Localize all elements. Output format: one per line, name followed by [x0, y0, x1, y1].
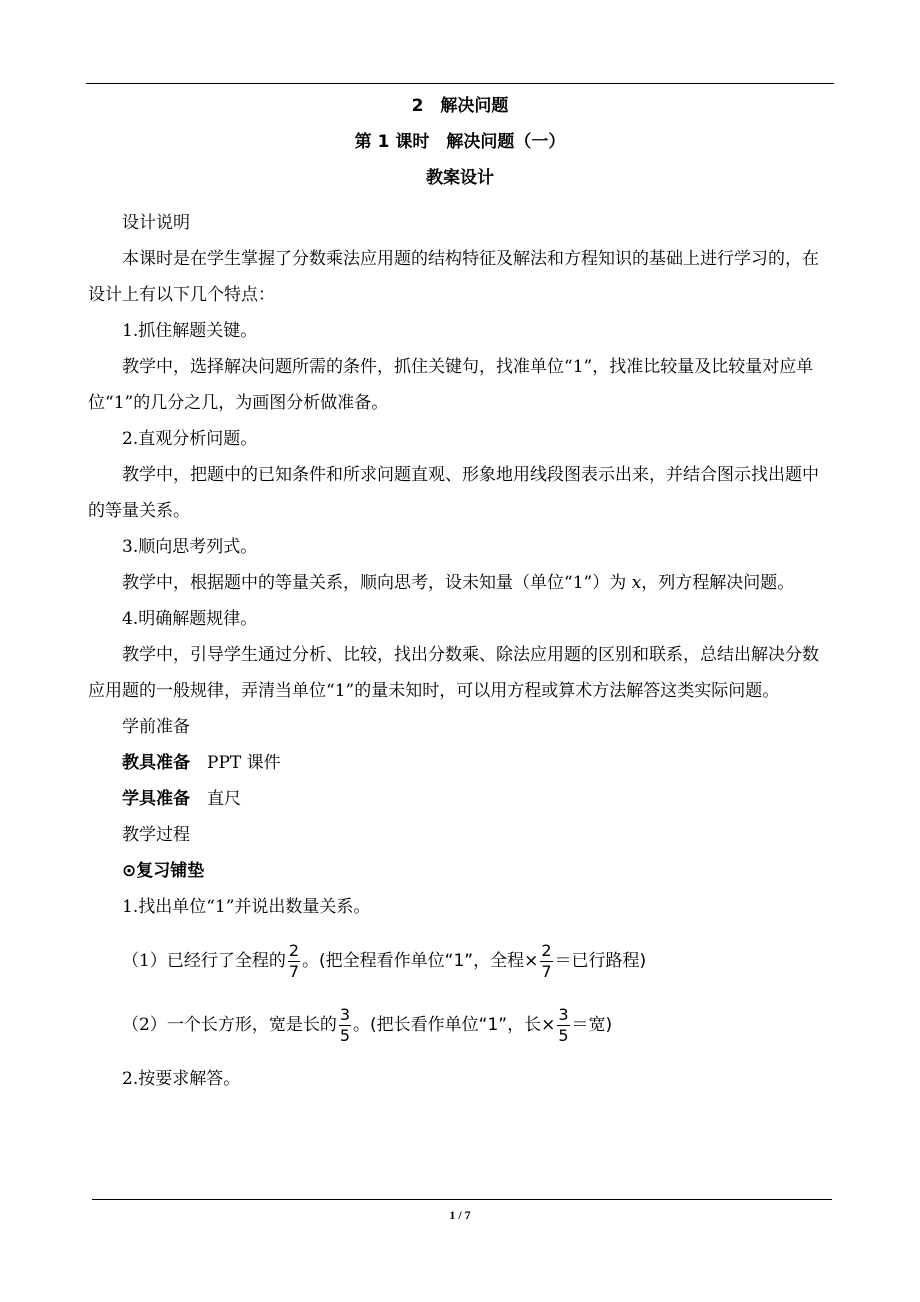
point-4-body: 教学中，引导学生通过分析、比较，找出分数乘、除法应用题的区别和联系，总结出解决分数应用题的一般规律，弄清当单位“1”的量未知时，可以用方程或算术方法解答这类实际问题。	[88, 645, 819, 701]
example-2-text-b: 。(把长看作单位“1”，长×	[353, 1015, 556, 1035]
point-1-body: 教学中，选择解决问题所需的条件，抓住关键句，找准单位“1”，找准比较量及比较量对应单位“1”的几分之几，为画图分析做准备。	[88, 357, 814, 413]
design-intro: 本课时是在学生掌握了分数乘法应用题的结构特征及解法和方程知识的基础上进行学习的，在设计上有以下几个特点：	[88, 249, 819, 305]
question-1: 1.找出单位“1”并说出数量关系。	[122, 897, 371, 917]
footer-rule	[92, 1199, 832, 1200]
point-2-body: 教学中，把题中的已知条件和所求问题直观、形象地用线段图表示出来，并结合图示找出题中的等量关系。	[88, 465, 819, 521]
point-2-title: 2.直观分析问题。	[122, 429, 258, 449]
fraction-2-7-relation	[540, 941, 552, 982]
example-1	[88, 933, 832, 989]
fraction-3-5-relation	[557, 1005, 569, 1046]
fraction-numerator: 2	[541, 940, 552, 960]
plan-title: 教案设计	[426, 168, 494, 188]
fraction-numerator: 3	[339, 1004, 351, 1024]
fraction-denominator: 7	[288, 961, 300, 981]
point-3-text-a: 教学中，根据题中的等量关系，顺向思考，设未知量（单位“1”）为	[122, 573, 632, 593]
fraction-numerator: 2	[288, 940, 300, 960]
example-1-text-c: ＝已行路程)	[554, 951, 647, 971]
fraction-denominator: 5	[558, 1025, 569, 1045]
example-1-text-b: 。(把全程看作单位“1”，全程×	[302, 951, 539, 971]
page-number: 1 / 7	[449, 1208, 471, 1222]
fraction-denominator: 5	[339, 1025, 351, 1045]
document-body	[88, 96, 832, 1097]
example-1-text-a: （1）已经行了全程的	[122, 951, 286, 971]
fraction-3-5	[339, 1005, 351, 1046]
teacher-prep-value: PPT 课件	[207, 753, 281, 773]
design-heading: 设计说明	[122, 213, 190, 233]
teacher-prep	[88, 745, 832, 781]
student-prep	[88, 781, 832, 817]
point-3-body	[88, 565, 832, 601]
process-heading: 教学过程	[122, 825, 190, 845]
fraction-denominator: 7	[541, 961, 552, 981]
example-2-text-c: ＝宽)	[571, 1015, 613, 1035]
example-2	[88, 997, 832, 1053]
point-4-title: 4.明确解题规律。	[122, 609, 258, 629]
example-2-text-a: （2）一个长方形，宽是长的	[122, 1015, 337, 1035]
student-prep-label: 学具准备	[122, 789, 190, 809]
fraction-2-7	[288, 941, 300, 982]
point-1-title: 1.抓住解题关键。	[122, 321, 258, 341]
question-2: 2.按要求解答。	[122, 1069, 241, 1089]
variable-x: x	[631, 573, 642, 593]
lesson-title: 第 1 课时 解决问题（一）	[354, 132, 566, 152]
header-rule	[86, 83, 834, 84]
teacher-prep-label: 教具准备	[122, 753, 190, 773]
fraction-numerator: 3	[558, 1004, 569, 1024]
student-prep-value: 直尺	[207, 789, 241, 809]
chapter-title: 2 解决问题	[411, 96, 509, 116]
point-3-text-b: ，列方程解决问题。	[641, 573, 795, 593]
point-3-title: 3.顺向思考列式。	[122, 537, 258, 557]
prep-heading: 学前准备	[122, 717, 190, 737]
section-review: ⊙复习铺垫	[122, 861, 205, 881]
